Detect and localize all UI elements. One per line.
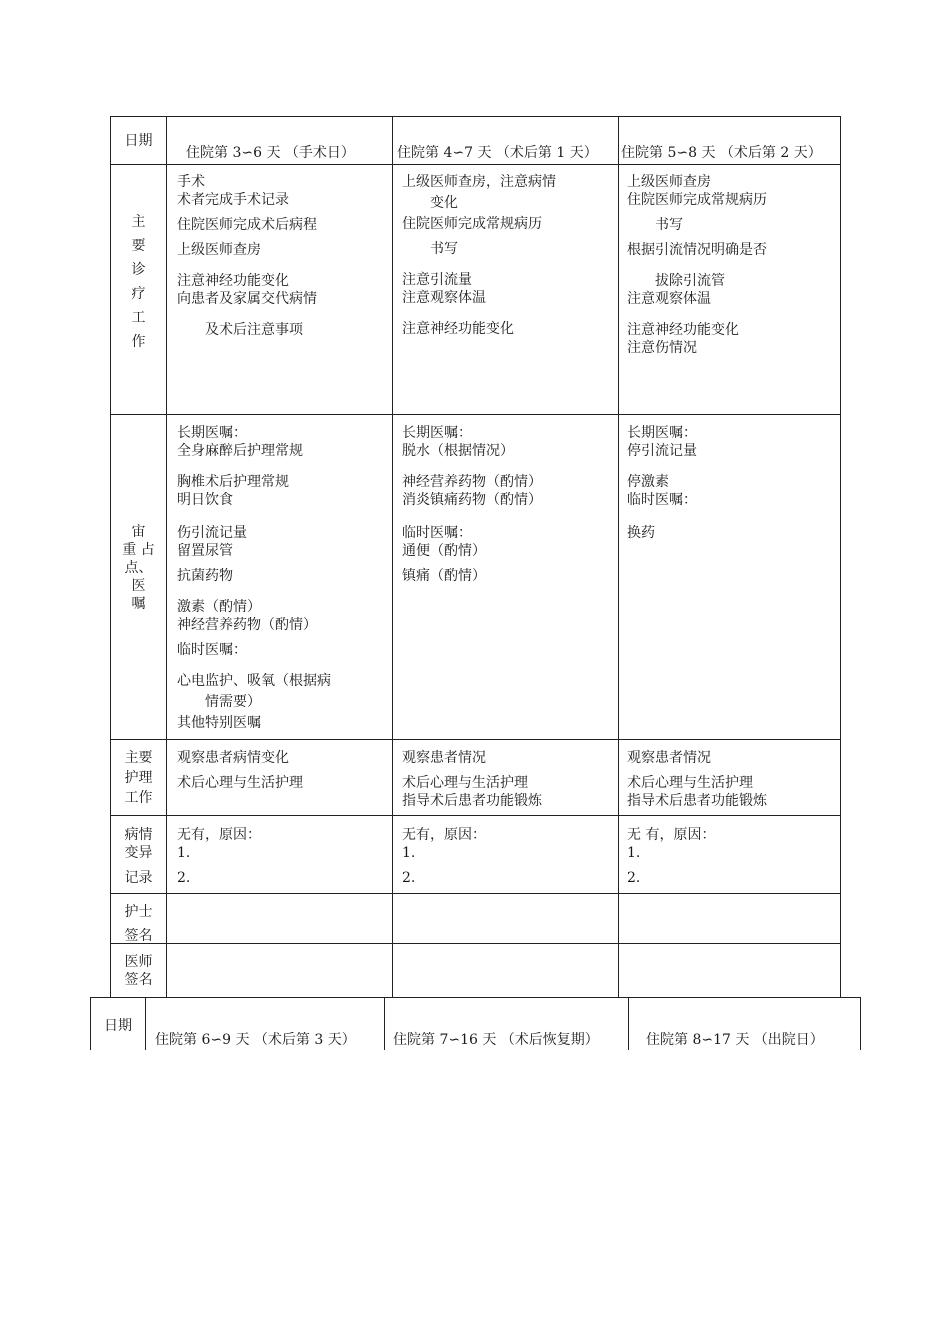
row-divider [111, 164, 840, 165]
variation-col-3 [627, 826, 715, 887]
text-line: 2. [177, 870, 191, 886]
text-line: 镇痛（酌情） [402, 568, 486, 584]
text-line: 伤引流记量 [177, 525, 247, 541]
text-line: 心电监护、吸氧（根据病 [177, 673, 331, 689]
label-line: 点、 [124, 560, 153, 576]
text-line: 注意观察体温 [402, 290, 486, 306]
text-line: 临时医嘱： [402, 525, 472, 541]
text-line: 全身麻醉后护理常规 [177, 443, 303, 459]
text-line: 神经营养药物（酌情） [402, 474, 542, 490]
main-work-col-3 [627, 173, 767, 357]
text-line: 临时医嘱： [177, 642, 247, 658]
text-line: 术者完成手术记录 [177, 192, 289, 208]
text-line: 胸椎术后护理常规 [177, 474, 289, 490]
label-line: 签名 [124, 928, 153, 944]
text-line: 住院医师完成常规病历 [402, 216, 542, 232]
text-line: 无 有，原因： [627, 827, 716, 843]
date-label: 日期 [124, 133, 153, 149]
main-work-col-1 [177, 173, 317, 339]
row-divider [111, 739, 840, 740]
label-line: 工作 [124, 790, 153, 806]
pathway-table-1 [110, 116, 841, 998]
orders-col-2 [402, 424, 542, 585]
text-line: 1. [402, 845, 416, 861]
label-line: 签名 [124, 972, 153, 988]
text-line: 注意引流量 [402, 272, 472, 288]
text-line: 术后心理与生活护理 [402, 775, 528, 791]
header-day-4-7: 住院第 4∽7 天 （术后第 1 天） [397, 145, 598, 161]
label-line: 医师 [124, 954, 153, 970]
header-day-5-8: 住院第 5∽8 天 （术后第 2 天） [621, 145, 822, 161]
nurse-sign-field-3[interactable] [619, 894, 840, 943]
text-line: 临时医嘱： [627, 492, 697, 508]
text-line: 书写 [655, 217, 683, 233]
text-line: 住院医师完成常规病历 [627, 192, 767, 208]
text-line: 换药 [627, 525, 655, 541]
text-line: 留置尿管 [177, 543, 233, 559]
text-line: 注意神经功能变化 [402, 321, 514, 337]
header-day-7-16: 住院第 7∽16 天 （术后恢复期） [393, 1032, 599, 1048]
label-line: 病情 [124, 827, 153, 843]
variation-col-2 [402, 826, 486, 887]
text-line: 观察患者病情变化 [177, 750, 289, 766]
column-divider [384, 998, 385, 1050]
label-char: 诊 [131, 262, 146, 278]
text-line: 情需要） [205, 694, 261, 710]
text-line: 住院医师完成术后病程 [177, 217, 317, 233]
pathway-table-2 [90, 997, 861, 1050]
label-char: 主 [131, 214, 146, 230]
header-day-8-17: 住院第 8∽17 天 （出院日） [646, 1032, 824, 1048]
text-line: 停引流记量 [627, 443, 697, 459]
label-line: 嘱 [131, 596, 146, 612]
text-line: 根据引流情况明确是否 [627, 242, 767, 258]
label-char: 作 [131, 334, 146, 350]
text-line: 手术 [177, 174, 205, 190]
label-line: 护士 [124, 904, 153, 920]
variation-label [111, 826, 166, 887]
text-line: 神经营养药物（酌情） [177, 617, 317, 633]
orders-col-1 [177, 424, 331, 732]
nurse-sign-label [111, 903, 166, 945]
text-line: 观察患者情况 [627, 750, 711, 766]
row-divider [111, 414, 840, 415]
label-line: 护理 [124, 770, 153, 786]
nursing-col-2 [402, 749, 542, 810]
text-line: 1. [627, 845, 641, 861]
text-line: 注意伤情况 [627, 340, 697, 356]
label-char: 工 [131, 310, 146, 326]
nurse-sign-field-1[interactable] [167, 894, 392, 943]
label-line: 变异 [124, 845, 153, 861]
date-label: 日期 [104, 1018, 132, 1034]
text-line: 长期医嘱： [627, 425, 697, 441]
text-line: 长期医嘱： [402, 425, 472, 441]
nursing-col-1 [177, 749, 303, 792]
doctor-sign-label [111, 953, 166, 989]
text-line: 术后心理与生活护理 [627, 775, 753, 791]
column-divider [628, 998, 629, 1050]
text-line: 术后心理与生活护理 [177, 775, 303, 791]
doctor-sign-field-3[interactable] [619, 944, 840, 997]
main-work-col-2 [402, 173, 556, 338]
text-line: 消炎镇痛药物（酌情） [402, 492, 542, 508]
text-line: 通便（酌情） [402, 543, 486, 559]
label-char: 疗 [131, 286, 146, 302]
text-line: 2. [402, 870, 416, 886]
label-char: 要 [131, 238, 146, 254]
orders-label [111, 523, 166, 613]
text-line: 拔除引流管 [655, 273, 725, 289]
doctor-sign-field-1[interactable] [167, 944, 392, 997]
text-line: 指导术后患者功能锻炼 [627, 793, 767, 809]
column-divider [166, 117, 167, 997]
text-line: 激素（酌情） [177, 599, 261, 615]
text-line: 抗菌药物 [177, 568, 233, 584]
text-line: 注意神经功能变化 [627, 322, 739, 338]
text-line: 脱水（根据情况） [402, 443, 514, 459]
text-line: 长期医嘱： [177, 425, 247, 441]
text-line: 注意观察体温 [627, 291, 711, 307]
nurse-sign-field-2[interactable] [393, 894, 618, 943]
label-line: 医 [131, 578, 146, 594]
text-line: 指导术后患者功能锻炼 [402, 793, 542, 809]
text-line: 其他特别医嘱 [177, 715, 261, 731]
text-line: 注意神经功能变化 [177, 273, 289, 289]
text-line: 停激素 [627, 474, 669, 490]
text-line: 书写 [430, 241, 458, 257]
text-line: 1. [177, 845, 191, 861]
column-divider [392, 117, 393, 997]
text-line: 上级医师查房 [627, 174, 711, 190]
header-day-6-9: 住院第 6∽9 天 （术后第 3 天） [155, 1032, 356, 1048]
column-divider [618, 117, 619, 997]
main-work-label [111, 213, 166, 357]
doctor-sign-field-2[interactable] [393, 944, 618, 997]
text-line: 及术后注意事项 [205, 322, 303, 338]
header-day-3-6: 住院第 3∽6 天 （手术日） [186, 145, 355, 161]
label-line: 主要 [124, 750, 153, 766]
row-divider [111, 815, 840, 816]
label-line: 记录 [124, 870, 153, 886]
text-line: 无有，原因： [177, 827, 261, 843]
text-line: 无有，原因： [402, 827, 486, 843]
text-line: 上级医师查房 [177, 242, 261, 258]
orders-col-3 [627, 424, 697, 542]
nursing-label [111, 749, 166, 809]
label-line: 宙 [131, 524, 146, 540]
variation-col-1 [177, 826, 261, 887]
text-line: 上级医师查房，注意病情 [402, 174, 556, 190]
text-line: 观察患者情况 [402, 750, 486, 766]
text-line: 明日饮食 [177, 492, 233, 508]
label-line: 重 占 [122, 542, 155, 558]
column-divider [145, 998, 146, 1050]
text-line: 变化 [430, 195, 458, 211]
nursing-col-3 [627, 749, 767, 810]
text-line: 向患者及家属交代病情 [177, 291, 317, 307]
text-line: 2. [627, 870, 641, 886]
